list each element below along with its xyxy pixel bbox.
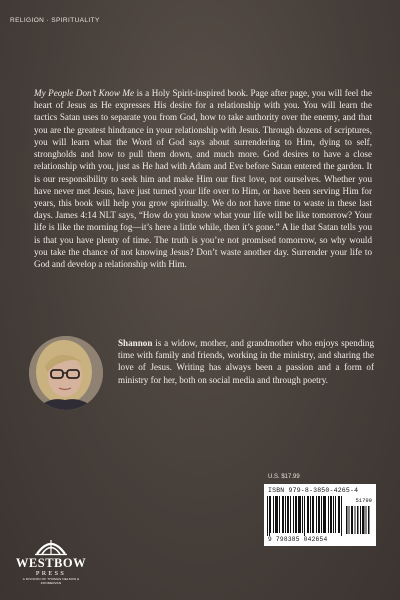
barcode-bar	[325, 496, 326, 533]
barcode-bar	[269, 496, 270, 536]
barcode-bar	[300, 496, 301, 533]
barcode-bar	[277, 496, 278, 533]
publisher-logo	[14, 536, 88, 594]
bow-icon	[34, 536, 68, 556]
barcode-bar	[338, 496, 339, 533]
publisher-division: A DIVISION OF THOMAS NELSON & ZONDERVAN	[22, 576, 80, 585]
barcode-bar	[283, 496, 284, 533]
barcode-bar	[331, 496, 332, 533]
publisher-name: WESTBOW	[15, 556, 87, 570]
barcode-bar	[296, 496, 297, 533]
isbn-number: ISBN 979-8-3850-4265-4	[268, 487, 359, 494]
barcode-bar	[288, 496, 289, 533]
barcode-bar	[298, 496, 299, 533]
blurb-text: is a Holy Spirit-inspired book. Page after page, you will feel the heart of Jesus as He expresses His desire for a relationship with you. You will learn the tactics Satan uses to separate you from God, how to take authority over the enemy, and that you are the greatest hindrance in your relationship with Jesus. Through dozens of scriptures, you will learn what the Word of God says about surrendering to Him, dying to self, strongholds and how to pull them down, and much more. God desires to have a close relationship with you, just as He had with Adam and Eve before Satan entered the garden. It is our responsibility to seek him and make Him our first love, not ourselves. Whether you have never met Jesus, have just turned your life over to Him, or have been serving Him for years, this book will help you grow spiritually. We do not have time to waste in these last days. James 4:14 NLT says, “How do you know what your life will be like tomorrow? Your life is like the morning fog—it’s here a little while, then it’s gone.” A lie that Satan tells you is that you have plenty of time. The truth is you’re not promised tomorrow, so why would you take the chance of not knowing Jesus? Don’t waste another day. Surrender your life to God and develop a relationship with Him.	[34, 88, 372, 270]
category-label: RELIGION · SPIRITUALITY	[10, 17, 100, 24]
barcode-bar	[299, 496, 300, 533]
barcode-bar	[318, 496, 319, 533]
barcode-bar	[276, 496, 277, 533]
barcode-bar	[310, 496, 311, 533]
barcode-bar	[273, 496, 274, 533]
barcode-bar	[335, 496, 336, 533]
barcode-bar	[270, 496, 271, 533]
barcode-bar	[307, 496, 308, 533]
barcode-bar	[295, 496, 296, 533]
barcode-bar	[321, 496, 322, 533]
barcode-bars	[267, 496, 343, 536]
publisher-press: PRESS	[35, 569, 67, 577]
barcode-bar	[275, 496, 276, 533]
barcode-bar	[285, 496, 286, 533]
ean-number: 9 798385 042654	[268, 536, 328, 543]
author-name: Shannon	[118, 338, 153, 348]
barcode-bar	[341, 496, 342, 536]
barcode-bar	[316, 496, 317, 533]
isbn-barcode	[264, 484, 376, 546]
price-label: U.S. $17.99	[268, 474, 300, 480]
barcode-bar	[302, 496, 303, 533]
barcode-bar	[293, 496, 294, 533]
barcode-bar	[324, 496, 325, 533]
barcode-bar	[304, 496, 305, 536]
author-photo	[29, 336, 103, 410]
author-bio	[118, 337, 374, 386]
barcode-bar	[279, 496, 280, 533]
book-title: My People Don’t Know Me	[34, 88, 135, 98]
barcode-bar	[290, 496, 291, 533]
barcode-bar	[319, 496, 320, 533]
back-cover-blurb	[34, 87, 372, 270]
barcode-bar	[330, 496, 331, 533]
price-barcode-bars	[346, 506, 370, 534]
barcode-bar	[323, 496, 324, 533]
barcode-bar	[282, 496, 283, 533]
barcode-bar	[267, 496, 268, 536]
barcode-bar	[287, 496, 288, 533]
barcode-bar	[339, 496, 340, 533]
barcode-bar	[328, 496, 329, 533]
barcode-bar	[313, 496, 314, 533]
barcode-bar	[333, 496, 334, 533]
barcode-bar	[308, 496, 309, 533]
barcode-bar	[312, 496, 313, 533]
price-code: 51799	[355, 497, 372, 504]
author-bio-text: is a widow, mother, and grandmother who enjoys spending time with family and friends, working in the ministry, and sharing the love of Jesus. Writing has always been a passion and a form of ministry for her, both on social media and through poetry.	[118, 338, 374, 385]
